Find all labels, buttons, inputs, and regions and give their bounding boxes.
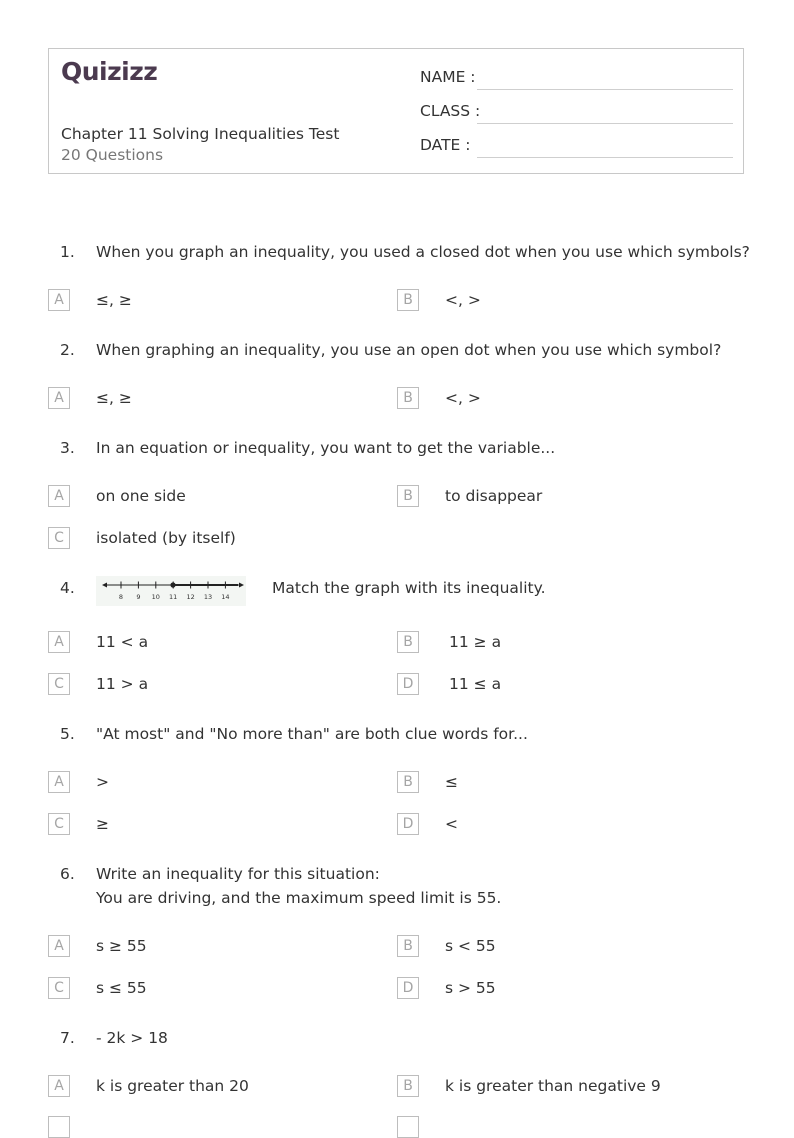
option-letter: C <box>48 527 70 549</box>
graph-tick-label: 13 <box>203 593 213 601</box>
option-text: 11 ≤ a <box>449 675 502 693</box>
option-7d-box[interactable] <box>397 1116 419 1138</box>
option-text: ≤, ≥ <box>96 291 132 309</box>
graph-tick-label: 8 <box>118 593 124 601</box>
worksheet-title: Chapter 11 Solving Inequalities Test <box>61 125 340 143</box>
option-letter: A <box>48 387 70 409</box>
question-number: 3. <box>60 439 75 457</box>
option-text: isolated (by itself) <box>96 529 236 547</box>
option-text: k is greater than negative 9 <box>445 1077 661 1095</box>
question-number: 6. <box>60 865 75 883</box>
option-letter: C <box>48 673 70 695</box>
name-line <box>477 89 733 90</box>
option-letter: A <box>48 771 70 793</box>
option-text: k is greater than 20 <box>96 1077 249 1095</box>
option-letter: D <box>397 673 419 695</box>
question-number: 1. <box>60 243 75 261</box>
question-text: - 2k > 18 <box>96 1029 168 1047</box>
graph-tick-label: 10 <box>151 593 160 601</box>
date-label: DATE : <box>420 136 471 154</box>
option-text: <, > <box>445 291 481 309</box>
option-letter: A <box>48 485 70 507</box>
option-text: ≥ <box>96 815 109 833</box>
option-letter: D <box>397 813 419 835</box>
option-text: < <box>445 815 458 833</box>
option-text: ≤ <box>445 773 458 791</box>
option-text: 11 < a <box>96 633 149 651</box>
graph-tick-label: 9 <box>136 593 141 601</box>
quizizz-logo: Quizizz <box>61 57 158 86</box>
option-text: to disappear <box>445 487 543 505</box>
name-label: NAME : <box>420 68 476 86</box>
question-number: 2. <box>60 341 75 359</box>
option-text: 11 ≥ a <box>449 633 502 651</box>
option-letter: B <box>397 387 419 409</box>
option-text: s ≤ 55 <box>96 979 147 997</box>
option-letter: B <box>397 631 419 653</box>
question-count: 20 Questions <box>61 146 164 164</box>
option-text: s ≥ 55 <box>96 937 147 955</box>
question-number: 4. <box>60 579 75 597</box>
question-number: 5. <box>60 725 75 743</box>
option-letter: B <box>397 289 419 311</box>
graph-tick-label: 11 <box>169 593 178 601</box>
graph-tick-label: 14 <box>221 593 230 601</box>
date-line <box>477 157 733 158</box>
option-letter: D <box>397 977 419 999</box>
option-text: s < 55 <box>445 937 496 955</box>
question-text: When graphing an inequality, you use an open dot when you use which symbol? <box>96 341 722 359</box>
option-letter: A <box>48 935 70 957</box>
graph-tick-label: 12 <box>186 593 195 601</box>
class-label: CLASS : <box>420 102 481 120</box>
question-text: Write an inequality for this situation: <box>96 865 380 883</box>
question-text: When you graph an inequality, you used a closed dot when you use which symbols? <box>96 243 750 261</box>
graph-background <box>96 576 246 606</box>
question-text: Match the graph with its inequality. <box>272 579 546 597</box>
option-text: <, > <box>445 389 481 407</box>
option-text: 11 > a <box>96 675 149 693</box>
question-text-line-2: You are driving, and the maximum speed limit is 55. <box>96 889 502 907</box>
option-7c-box[interactable] <box>48 1116 70 1138</box>
option-letter: B <box>397 771 419 793</box>
option-letter: A <box>48 289 70 311</box>
question-text: "At most" and "No more than" are both clue words for... <box>96 725 528 743</box>
closed-dot <box>170 582 175 587</box>
option-letter: B <box>397 1075 419 1097</box>
option-letter: C <box>48 813 70 835</box>
option-text: s > 55 <box>445 979 496 997</box>
option-letter: B <box>397 485 419 507</box>
option-text: on one side <box>96 487 186 505</box>
option-letter: A <box>48 631 70 653</box>
worksheet-header <box>48 48 744 174</box>
question-text: In an equation or inequality, you want to get the variable... <box>96 439 556 457</box>
option-letter: A <box>48 1075 70 1097</box>
number-line-graph <box>96 576 246 606</box>
option-text: ≤, ≥ <box>96 389 132 407</box>
option-letter: B <box>397 935 419 957</box>
option-letter: C <box>48 977 70 999</box>
option-text: > <box>96 773 109 791</box>
question-number: 7. <box>60 1029 75 1047</box>
class-line <box>477 123 733 124</box>
